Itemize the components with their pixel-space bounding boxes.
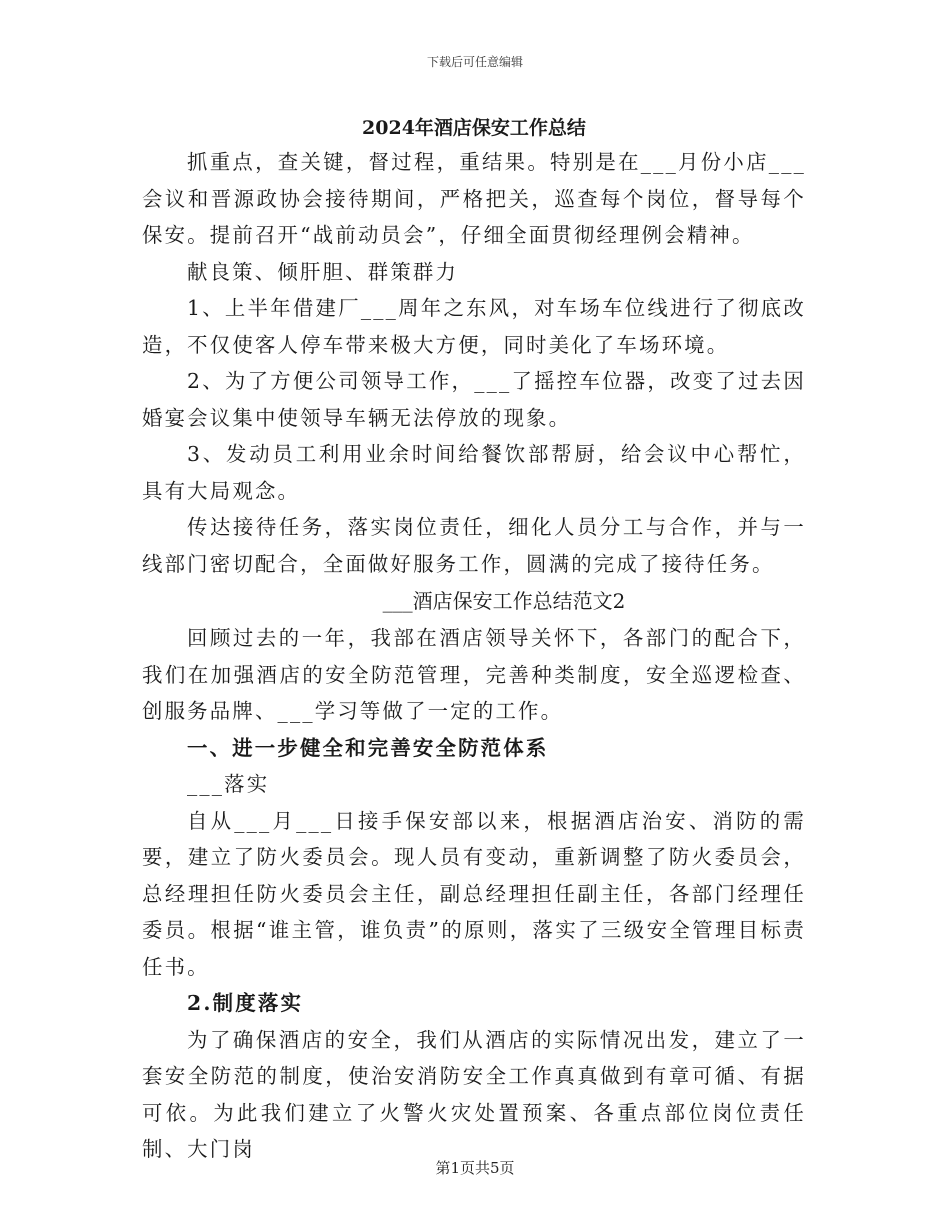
section-heading: 一、进一步健全和完善安全防范体系 — [187, 735, 549, 760]
paragraph: 献良策、倾肝胆、群策群力 — [187, 259, 459, 284]
paragraph: 1、上半年借建厂___周年之东风，对车场车位线进行了彻底改造，不仅使客人停车带来极大方便，同时美化了车场环境。 — [142, 296, 806, 357]
page-header-note: 下载后可任意编辑 — [426, 55, 523, 69]
page-number: 第1页共5页 — [435, 1159, 515, 1177]
document-body — [142, 112, 806, 1168]
paragraph: 传达接待任务，落实岗位责任，细化人员分工与合作，并与一线部门密切配合，全面做好服务工作，圆满的完成了接待任务。 — [142, 515, 806, 576]
paragraph: 为了确保酒店的安全，我们从酒店的实际情况出发，建立了一套安全防范的制度，使治安消防安全工作真真做到有章可循、有据可依。为此我们建立了火警火灾处置预案、各重点部位岗位责任制、大门岗 — [142, 1027, 806, 1161]
section-title: ___酒店保安工作总结范文2 — [382, 589, 626, 613]
paragraph: 2、为了方便公司领导工作，___了摇控车位器，改变了过去因婚宴会议集中使领导车辆无法停放的现象。 — [142, 369, 806, 430]
paragraph: 3、发动员工利用业余时间给餐饮部帮厨，给会议中心帮忙，具有大局观念。 — [142, 442, 806, 503]
document-title: 2024年酒店保安工作总结 — [362, 117, 586, 139]
paragraph: 回顾过去的一年，我部在酒店领导关怀下，各部门的配合下，我们在加强酒店的安全防范管理，完善种类制度，安全巡逻检查、创服务品牌、___学习等做了一定的工作。 — [142, 626, 806, 723]
paragraph: 自从___月___日接手保安部以来，根据酒店治安、消防的需要，建立了防火委员会。现人员有变动，重新调整了防火委员会，总经理担任防火委员会主任，副总经理担任副主任，各部门经理任委员。根据“谁主管，谁负责”的原则，落实了三级安全管理目标责任书。 — [142, 808, 806, 979]
section-heading: 2.制度落实 — [187, 991, 304, 1015]
paragraph: ___落实 — [187, 772, 270, 796]
paragraph: 抓重点，查关键，督过程，重结果。特别是在___月份小店___会议和晋源政协会接待期间，严格把关，巡查每个岗位，督导每个保安。提前召开“战前动员会”，仔细全面贯彻经理例会精神。 — [142, 150, 806, 247]
